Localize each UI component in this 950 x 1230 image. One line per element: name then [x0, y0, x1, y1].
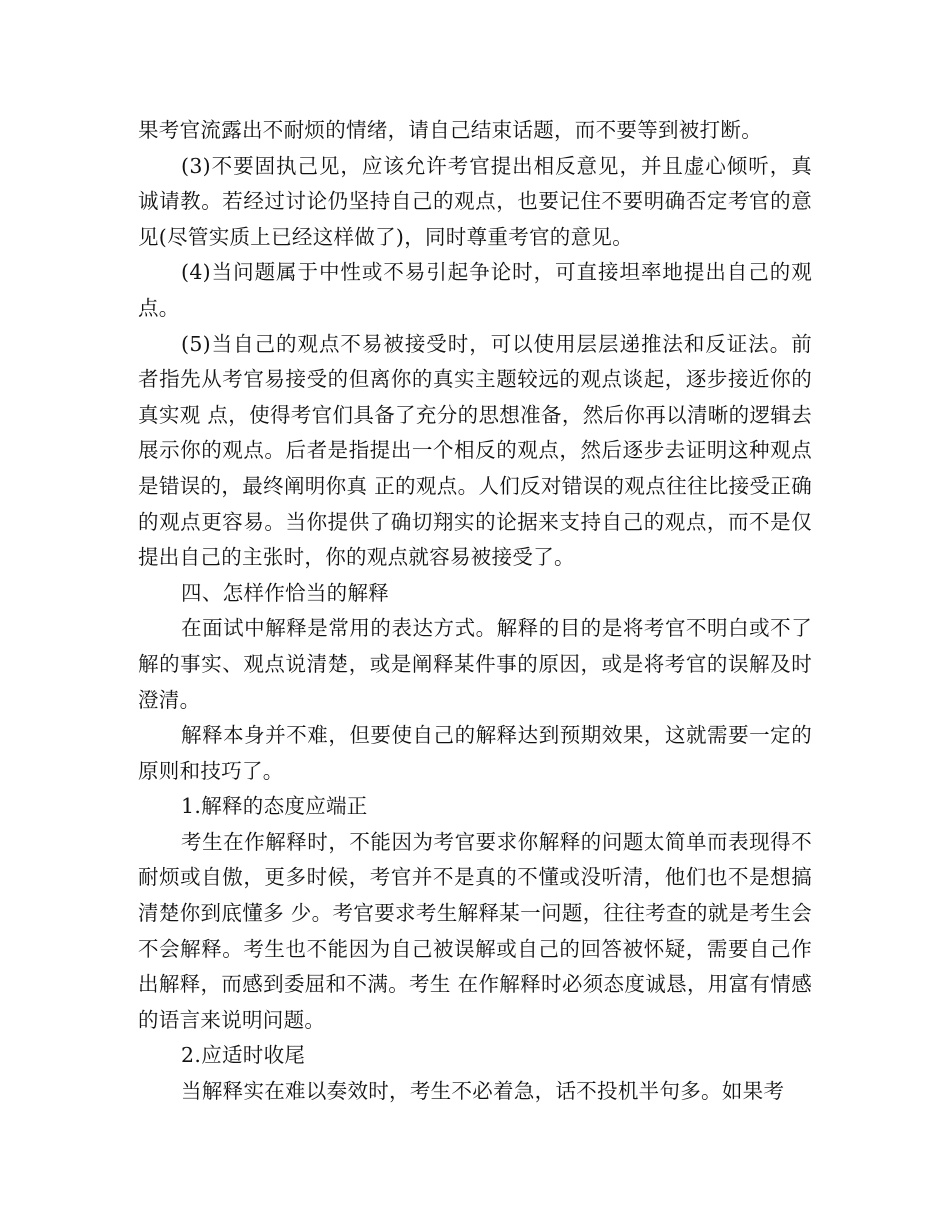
subheading-2: 2.应适时收尾: [181, 1043, 306, 1068]
document-body: [138, 113, 812, 1110]
paragraph-point-3: (3)不要固执己见，应该允许考官提出相反意见，并且虚心倾听，真诚请教。若经过讨论仍坚持自己的观点，也要记住不要明确否定考官的意见(尽管实质上已经这样做了)，同时尊重考官的意见。: [138, 153, 812, 249]
paragraph-continuation: 果考官流露出不耐烦的情绪，请自己结束话题，而不要等到被打断。: [138, 118, 762, 142]
paragraph-point-4: (4)当问题属于中性或不易引起争论时，可直接坦率地提出自己的观点。: [138, 260, 812, 320]
paragraph-explanation-principles: 解释本身并不难，但要使自己的解释达到预期效果，这就需要一定的原则和技巧了。: [138, 723, 812, 783]
paragraph-explanation-intro: 在面试中解释是常用的表达方式。解释的目的是将考官不明白或不了解的事实、观点说清楚，或是阐释某件事的原因，或是将考官的误解及时澄清。: [138, 616, 812, 712]
section-heading-4: 四、怎样作恰当的解释: [181, 580, 390, 605]
paragraph-point-5: (5)当自己的观点不易被接受时，可以使用层层递推法和反证法。前者指先从考官易接受的但离你的真实主题较远的观点谈起，逐步接近你的真实观 点，使得考官们具备了充分的思想准备，然后你再以清晰的逻辑去展示你的观点。后者是指提出一个相反的观点，然后逐步去证明这种观点是错误的，最终阐明你真 正的观点。人们反对错误的观点往往比接受正确的观点更容易。当你提供了确切翔实的论据来支持自己的观点，而不是仅提出自己的主张时，你的观点就容易被接受了。: [138, 331, 812, 570]
subheading-1: 1.解释的态度应端正: [181, 794, 368, 819]
paragraph-attitude: 考生在作解释时，不能因为考官要求你解释的问题太简单而表现得不耐烦或自傲，更多时候，考官并不是真的不懂或没听清，他们也不是想搞清楚你到底懂多 少。考官要求考生解释某一问题，往往考查的就是考生会不会解释。考生也不能因为自己被误解或自己的回答被怀疑，需要自己作出解释，而感到委屈和不满。考生 在作解释时必须态度诚恳，用富有情感的语言来说明问题。: [138, 829, 812, 1032]
paragraph-closing: 当解释实在难以奏效时，考生不必着急，话不投机半句多。如果考: [181, 1079, 785, 1104]
